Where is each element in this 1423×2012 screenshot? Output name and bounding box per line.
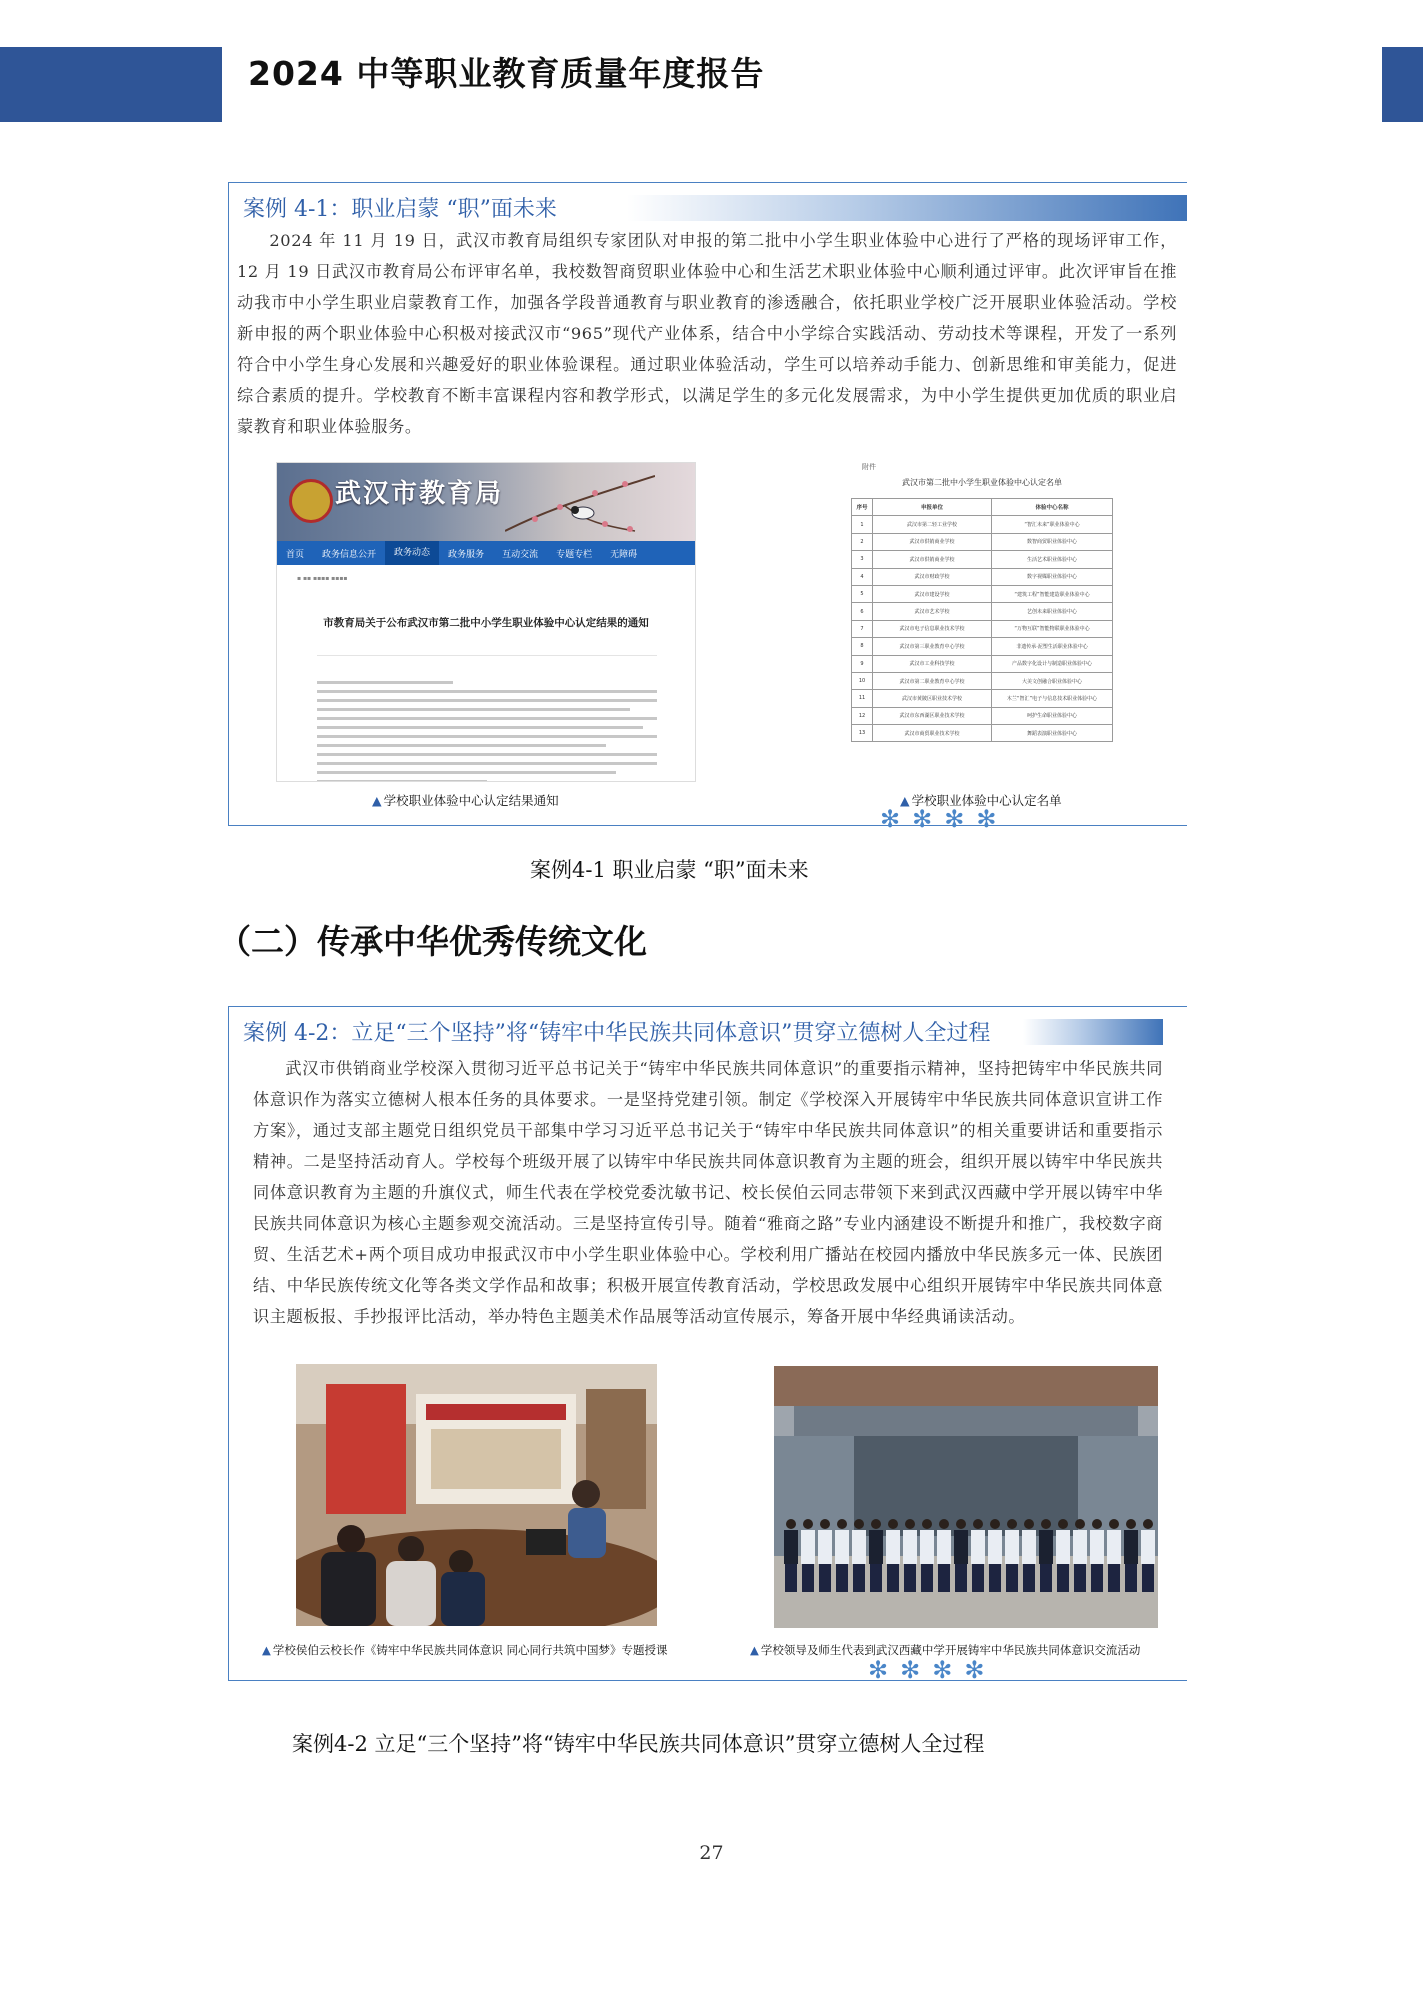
person-head [1024,1519,1034,1529]
group-photo [774,1366,1158,1628]
table-header: 申报单位 [873,499,992,516]
case-4-2-body [253,1053,1163,1332]
table-cell: 武汉市第三职业教育中心学校 [873,638,992,655]
person-legs [1057,1564,1069,1592]
snowflake-icon: ✻ [976,805,997,833]
table-cell: 5 [852,585,873,602]
case-4-1-heading: 案例 4-1：职业启蒙 “职”面未来 [243,196,557,222]
person-legs [938,1564,950,1592]
table-cell: 武汉市黄陂区职业技术学校 [873,690,992,707]
divider [317,655,657,656]
table-row [852,725,1113,742]
person-body [971,1530,985,1564]
article-title: 市教育局关于公布武汉市第二批中小学生职业体验中心认定结果的通知 [323,617,649,629]
table-cell: 木兰“智汇”电子与信息技术职业体验中心 [992,690,1113,707]
case-4-2-caption-right: ▲ 学校领导及师生代表到武汉西藏中学开展铸牢中华民族共同体意识交流活动 [750,1643,1141,1657]
table-row [852,620,1113,637]
person-body [1039,1530,1053,1564]
person-body [1090,1530,1104,1564]
table-cell: 武汉市东西湖区职业技术学校 [873,707,992,724]
person-legs [1040,1564,1052,1592]
person-body [1005,1530,1019,1564]
table-header: 序号 [852,499,873,516]
person-head [1058,1519,1068,1529]
table-cell: 6 [852,603,873,620]
snowflake-icon: ✻ [880,805,901,833]
table-cell: 武汉市电子信息职业技术学校 [873,620,992,637]
person-body [1124,1530,1138,1564]
table-cell: 生活艺术职业体验中心 [992,551,1113,568]
person-head [1109,1519,1119,1529]
case-4-1-paragraph: 2024 年 11 月 19 日，武汉市教育局组织专家团队对申报的第二批中小学生职业体验中心进行了严格的现场评审工作，12 月 19 日武汉市教育局公布评审名单，我校数智商贸职业体验中心和生活艺术职业体验中心顺利通过评审。此次评审旨在推动我市中小学生职业启蒙教育工作，加强各学段普通教育与职业教育的渗透融合，依托职业学校广泛开展职业体验活动。学校新申报的两个职业体验中心积极对接武汉市“965”现代产业体系，结合中小学综合实践活动、劳动技术等课程，开发了一系列符合中小学生身心发展和兴趣爱好的职业体验课程。通过职业体验活动，学生可以培养动手能力、创新思维和审美能力，促进综合素质的提升。学校教育不断丰富课程内容和教学形式，以满足学生的多元化发展需求，为中小学生提供更加优质的职业启蒙教育和职业体验服务。 [237,231,1177,436]
nav-item: 专题专栏 [556,549,593,560]
lecture-photo [296,1364,657,1626]
list-table [851,498,1113,742]
article-text-lines [317,675,657,782]
table-cell: 武汉市财政学校 [873,568,992,585]
site-name: 武汉市教育局 [335,479,504,509]
person-legs [921,1564,933,1592]
table-cell: 非遗传承·泥塑生活职业体验中心 [992,638,1113,655]
table-header: 体验中心名称 [992,499,1113,516]
person-body [835,1530,849,1564]
case-4-2-figure-caption: 案例4-2 立足“三个坚持”将“铸牢中华民族共同体意识”贯穿立德树人全过程 [292,1732,985,1756]
person-head [1126,1519,1136,1529]
person-body [1141,1530,1155,1564]
table-cell: 数智商贸职业体验中心 [992,533,1113,550]
person-legs [836,1564,848,1592]
person-legs [1023,1564,1035,1592]
table-cell: 13 [852,725,873,742]
table-row [852,672,1113,689]
table-cell: 11 [852,690,873,707]
table-cell: 12 [852,707,873,724]
person-head [854,1519,864,1529]
person-legs [904,1564,916,1592]
case-4-2-heading: 案例 4-2：立足“三个坚持”将“铸牢中华民族共同体意识”贯穿立德树人全过程 [243,1020,991,1046]
table-cell: 8 [852,638,873,655]
table-cell: 艺创未来职业体验中心 [992,603,1113,620]
case-4-1-caption-right: ▲ 学校职业体验中心认定名单 [900,793,1062,808]
person-legs [887,1564,899,1592]
table-cell: 大美文创融合职业体验中心 [992,672,1113,689]
case-4-1-figure-caption: 案例4-1 职业启蒙 “职”面未来 [530,858,809,882]
person-head [837,1519,847,1529]
snowflake-icon: ✻ [900,1656,921,1684]
case-4-2-heading-row [229,1015,1187,1047]
case-4-1-heading-row [229,191,1187,223]
national-emblem-icon [289,479,333,523]
table-row [852,707,1113,724]
person-head [905,1519,915,1529]
lecture-scene [296,1364,657,1626]
table-row [852,533,1113,550]
person-head [1092,1519,1102,1529]
table-row [852,655,1113,672]
table-cell: 武汉市工业科技学校 [873,655,992,672]
nav-item: 无障碍 [610,549,638,560]
list-title: 武汉市第二批中小学生职业体验中心认定名单 [902,478,1062,487]
table-cell: 4 [852,568,873,585]
person-body [903,1530,917,1564]
table-row [852,585,1113,602]
case-4-2-caption-left: ▲ 学校侯伯云校长作《铸牢中华民族共同体意识 同心同行共筑中国梦》专题授课 [262,1643,668,1657]
table-row [852,551,1113,568]
person-legs [1074,1564,1086,1592]
person-body [784,1530,798,1564]
group-scene [774,1366,1158,1628]
person-head [1143,1519,1153,1529]
case-4-1-caption-left: ▲ 学校职业体验中心认定结果通知 [372,793,559,808]
person-head [786,1519,796,1529]
table-cell: 武汉市商贸职业技术学校 [873,725,992,742]
person-head [990,1519,1000,1529]
table-row [852,516,1113,533]
person-body [1107,1530,1121,1564]
nav-item: 互动交流 [502,549,539,560]
person-head [803,1519,813,1529]
person-head [820,1519,830,1529]
person-body [886,1530,900,1564]
person-body [988,1530,1002,1564]
table-cell: 武汉市供销商业学校 [873,551,992,568]
snowflake-ornament [880,805,996,833]
snowflake-icon: ✻ [964,1656,985,1684]
table-cell: 呵护生命职业体验中心 [992,707,1113,724]
person-body [1022,1530,1036,1564]
person-body [818,1530,832,1564]
person-head [939,1519,949,1529]
report-title: 2024 中等职业教育质量年度报告 [248,54,765,93]
header-band-right [1382,47,1423,122]
edu-bureau-screenshot [276,462,696,782]
breadcrumb-placeholder: ▪ ▪▪ ▪▪▪▪ ▪▪▪▪ [297,575,348,582]
person-legs [853,1564,865,1592]
heading-gradient-bar [627,195,1187,221]
certification-list [848,462,1116,752]
person-head [922,1519,932,1529]
table-row [852,568,1113,585]
table-cell: 武汉市建设学校 [873,585,992,602]
person-legs [819,1564,831,1592]
person-legs [870,1564,882,1592]
table-cell: 2 [852,533,873,550]
table-cell: “智汇未来”职业体验中心 [992,516,1113,533]
person-legs [1091,1564,1103,1592]
table-cell: 1 [852,516,873,533]
person-body [801,1530,815,1564]
table-cell: “建筑工程”智能建造职业体验中心 [992,585,1113,602]
person-body [869,1530,883,1564]
person-body [852,1530,866,1564]
table-cell: “万物互联”智能物联职业体验中心 [992,620,1113,637]
person-head [888,1519,898,1529]
person-body [937,1530,951,1564]
page-number: 27 [699,1842,724,1864]
nav-item: 政务服务 [448,549,485,560]
person-legs [1142,1564,1154,1592]
table-cell: 7 [852,620,873,637]
attachment-note: 附件 [862,463,876,471]
table-row [852,603,1113,620]
table-row [852,690,1113,707]
person-head [1075,1519,1085,1529]
person-legs [1125,1564,1137,1592]
table-row [852,638,1113,655]
snowflake-icon: ✻ [868,1656,889,1684]
snowflake-icon: ✻ [944,805,965,833]
person-body [1056,1530,1070,1564]
table-cell: 数字视媒职业体验中心 [992,568,1113,585]
person-body [1073,1530,1087,1564]
nav-item-active: 政务动态 [385,541,439,565]
table-cell: 武汉市第二职业教育中心学校 [873,672,992,689]
case-4-1-body [237,225,1177,442]
person-legs [1108,1564,1120,1592]
table-cell: 产品数字化设计与制造职业体验中心 [992,655,1113,672]
person-legs [785,1564,797,1592]
table-cell: 10 [852,672,873,689]
person-legs [989,1564,1001,1592]
table-cell: 武汉市第二轻工业学校 [873,516,992,533]
snowflake-icon: ✻ [932,1656,953,1684]
person-legs [972,1564,984,1592]
table-cell: 舞蹈表演职业体验中心 [992,725,1113,742]
table-cell: 9 [852,655,873,672]
case-4-2-paragraph: 武汉市供销商业学校深入贯彻习近平总书记关于“铸牢中华民族共同体意识”的重要指示精神，坚持把铸牢中华民族共同体意识作为落实立德树人根本任务的具体要求。一是坚持党建引领。制定《学校深入开展铸牢中华民族共同体意识宣讲工作方案》，通过支部主题党日组织党员干部集中学习习近平总书记关于“铸牢中华民族共同体意识”的相关重要讲话和重要指示精神。二是坚持活动育人。学校每个班级开展了以铸牢中华民族共同体意识教育为主题的班会，组织开展以铸牢中华民族共同体意识教育为主题的升旗仪式，师生代表在学校党委沈敏书记、校长侯伯云同志带领下来到武汉西藏中学开展以铸牢中华民族共同体意识为核心主题参观交流活动。三是坚持宣传引导。随着“雅商之路”专业内涵建设不断提升和推广，我校数字商贸、生活艺术+两个项目成功申报武汉市中小学生职业体验中心。学校利用广播站在校园内播放中华民族多元一体、民族团结、中华民族传统文化等各类文学作品和故事；积极开展宣传教育活动，学校思政发展中心组织开展铸牢中华民族共同体意识主题板报、手抄报评比活动，举办特色主题美术作品展等活动宣传展示，筹备开展中华经典诵读活动。 [253,1059,1163,1326]
nav-item: 政务信息公开 [322,549,377,560]
table-cell: 武汉市艺术学校 [873,603,992,620]
header-band-left [0,47,222,122]
person-legs [1006,1564,1018,1592]
table-cell: 3 [852,551,873,568]
table-cell: 武汉市供销商业学校 [873,533,992,550]
person-head [956,1519,966,1529]
person-legs [802,1564,814,1592]
nav-item: 首页 [286,549,305,560]
heading-gradient-bar [1023,1019,1163,1045]
person-head [871,1519,881,1529]
person-head [1007,1519,1017,1529]
person-body [954,1530,968,1564]
snowflake-icon: ✻ [912,805,933,833]
snowflake-ornament [868,1656,984,1684]
person-head [973,1519,983,1529]
section-title: （二）传承中华优秀传统文化 [218,922,647,961]
person-legs [955,1564,967,1592]
person-head [1041,1519,1051,1529]
person-body [920,1530,934,1564]
plum-branch-icon [505,471,655,536]
site-nav [277,541,695,565]
